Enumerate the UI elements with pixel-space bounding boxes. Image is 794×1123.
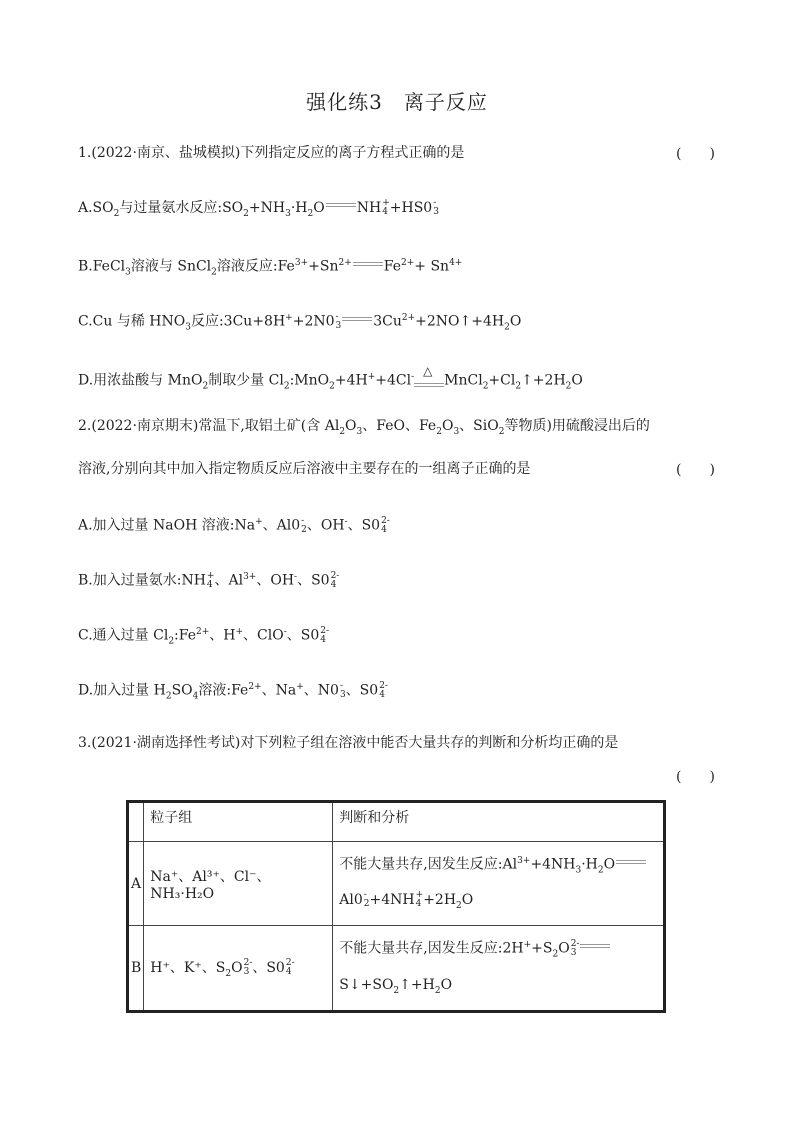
- q1-option-c[interactable]: C.Cu 与稀 $HNO_3$反应:3Cu+8H++2N0 - 3 $3Cu^{2+}+2NO↑+4H_2O$: [78, 311, 522, 333]
- equals-sign-icon: [342, 317, 372, 321]
- q3-stem: 3.(2021·湖南选择性考试)对下列粒子组在溶液中能否大量共存的判断和分析均正确的是: [78, 735, 619, 751]
- q1-option-b[interactable]: B.FeCl$_3$溶液与 SnCl$_2$溶液反应$:Fe^{3+}+Sn^{2+}$ $Fe^{2+}+ Sn^{4+}$: [78, 258, 463, 278]
- analysis-cell: 不能大量共存,因发生反应$:2H^++S_2O$ 2- 3 $S↓+SO_2↑+H_2O$: [333, 926, 665, 1011]
- q2-stem-line2: 溶液,分别向其中加入指定物质反应后溶液中主要存在的一组离子正确的是: [78, 461, 531, 477]
- q2-stem-line1: 2.(2022·南京期末)常温下,取铝土矿(含 $Al_2O_3$、FeO、$Fe_2O_3$、SiO$_2$等物质)用硫酸浸出后的: [78, 418, 650, 437]
- page-title: 强化练3 离子反应: [306, 90, 488, 114]
- q1-answer-paren[interactable]: ( ): [676, 146, 715, 162]
- table-row: [128, 926, 665, 1011]
- q2-option-b[interactable]: B.加入过量氨水:NH + 4 、$Al^{3+}$、OH-、S0 2- 4: [78, 570, 340, 590]
- table-header-analysis: 判断和分析: [333, 802, 665, 842]
- q3-table: [126, 800, 666, 1013]
- q3-answer-paren[interactable]: ( ): [676, 769, 715, 785]
- q2-option-c[interactable]: C.通入过量 $Cl_2:Fe^{2+}$、H+、ClO-、S0 2- 4: [78, 625, 330, 647]
- ion-group-cell: H⁺、K⁺、$S_2O$ 2- 3 、S0 2- 4: [144, 926, 333, 1011]
- analysis-cell: 不能大量共存,因发生反应$:Al^{3+}+4NH_3\cdot H_2O$ Al0 - 2 +4NH + 4 $+2H_2O$: [333, 842, 665, 926]
- q1-stem: 1.(2022·南京、盐城模拟)下列指定反应的离子方程式正确的是: [78, 145, 465, 161]
- equals-sign-icon: [326, 203, 356, 207]
- row-label: B: [128, 926, 144, 1011]
- ion-group-cell: Na⁺、Al³⁺、Cl⁻、NH₃·H₂O: [144, 842, 333, 926]
- table-cell: [128, 802, 144, 842]
- q2-answer-paren[interactable]: ( ): [676, 462, 715, 478]
- table-header-row: [128, 802, 665, 842]
- row-label: A: [128, 842, 144, 926]
- q1-option-a[interactable]: $A.SO_2$与过量氨水反应$:SO_2+NH_3\cdot H_2O$ NH + 4 +HS0 - 3: [78, 198, 439, 219]
- equals-sign-icon: [580, 944, 610, 948]
- heat-equals-icon: △: [414, 373, 444, 389]
- table-header-ions: 粒子组: [144, 802, 333, 842]
- table-row: [128, 842, 665, 926]
- q2-option-a[interactable]: A.加入过量 NaOH 溶液:Na+、Al0 - 2 、OH-、S0 2- 4: [78, 515, 390, 535]
- equals-sign-icon: [616, 860, 646, 864]
- q2-option-d[interactable]: D.加入过量 $H_2SO_4$溶液$:Fe^{2+}$、Na+、N0 - 3 、S0 2- 4: [78, 680, 388, 702]
- equals-sign-icon: [353, 262, 383, 266]
- q1-option-d[interactable]: D.用浓盐酸与 MnO$_2$制取少量 $Cl_2:MnO_2+4H^++4Cl^-$ △ $MnCl_2+Cl_2↑+2H_2O$: [78, 363, 583, 392]
